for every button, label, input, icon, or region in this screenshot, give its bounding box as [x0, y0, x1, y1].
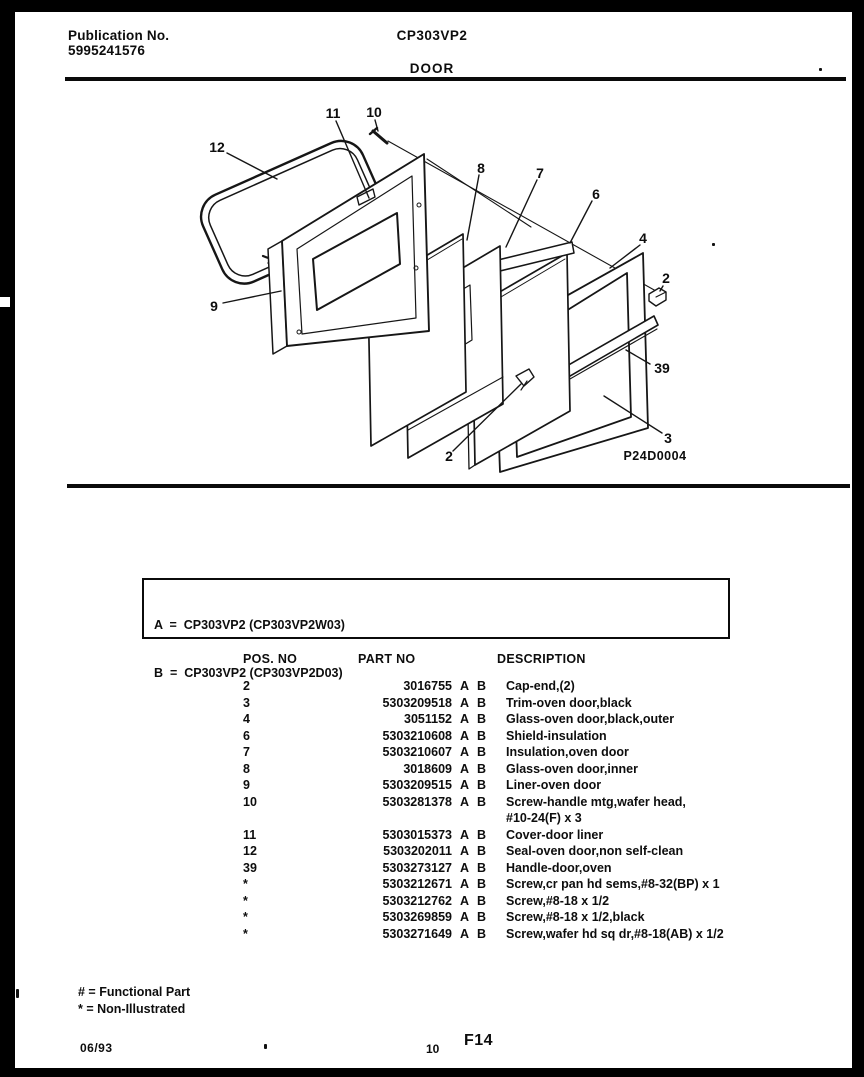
cell-model-flags: A B [460, 695, 487, 710]
cell-model-flags: A B [460, 778, 487, 792]
table-row [243, 711, 753, 728]
cell-part-no: 5303210608 [382, 728, 452, 743]
callout-11: 11 [325, 105, 341, 121]
col-header-description: DESCRIPTION [497, 652, 586, 666]
scan-border-bottom [0, 1068, 864, 1077]
callout-7: 7 [536, 165, 544, 181]
cell-model-flags: A B [460, 827, 487, 842]
cell-description: Cover-door liner [506, 827, 604, 842]
footer-page-number: 10 [426, 1042, 440, 1056]
callout-10: 10 [366, 104, 382, 120]
scan-artifact-dot [712, 243, 715, 246]
cell-part-no: 5303281378 [382, 794, 452, 809]
table-row [243, 876, 753, 893]
callout-2-right: 2 [662, 270, 670, 286]
parts-table [243, 651, 753, 942]
cell-pos-no: 3 [243, 695, 250, 710]
model-key-line-b: B = CP303VP2 (CP303VP2D03) [154, 666, 343, 680]
legend-non-illustrated: * = Non-Illustrated [78, 1001, 186, 1016]
footer-figure-ref: F14 [464, 1032, 494, 1049]
cell-pos-no: * [243, 893, 248, 908]
cell-pos-no: 10 [243, 794, 257, 809]
scan-artifact-dot [16, 989, 19, 998]
callout-39: 39 [654, 360, 670, 376]
table-row [243, 843, 753, 860]
cell-part-no: 3051152 [404, 712, 452, 726]
cell-pos-no: * [243, 877, 248, 891]
cell-description: Insulation,oven door [506, 745, 629, 759]
cell-part-no: 5303273127 [382, 860, 452, 875]
cell-description: Screw-handle mtg,wafer head, #10-24(F) x 3 [506, 794, 753, 827]
cell-model-flags: A B [460, 794, 487, 809]
cell-part-no: 5303209518 [382, 695, 452, 710]
scan-border-right [852, 0, 864, 1077]
part-door-liner [268, 154, 429, 354]
cell-description: Glass-oven door,inner [506, 761, 638, 776]
callout-9: 9 [210, 298, 218, 314]
legend-functional-part: # = Functional Part [78, 985, 191, 999]
table-row [243, 744, 753, 761]
cell-description: Trim-oven door,black [506, 695, 632, 710]
table-row [243, 794, 753, 827]
cell-description: Liner-oven door [506, 778, 602, 792]
table-row [243, 695, 753, 712]
part-cap-end-right [649, 288, 666, 306]
model-title: CP303VP2 [396, 28, 468, 43]
table-row [243, 728, 753, 745]
col-header-pos-no: POS. NO [243, 652, 298, 666]
cell-description: Glass-oven door,black,outer [506, 712, 675, 726]
cell-description: Shield-insulation [506, 728, 607, 743]
table-row [243, 827, 753, 844]
parts-table-header [243, 651, 753, 667]
col-header-part-no: PART NO [358, 652, 416, 666]
table-row [243, 860, 753, 877]
cell-description: Screw,cr pan hd sems,#8-32(BP) x 1 [506, 877, 720, 891]
mid-rule [67, 484, 850, 488]
cell-pos-no: 39 [243, 860, 257, 875]
publication-label: Publication No. [68, 28, 170, 43]
header-rule [65, 77, 846, 81]
cell-part-no: 5303271649 [382, 926, 452, 941]
scan-artifact-dot [819, 68, 822, 71]
cell-model-flags: A B [460, 712, 487, 726]
cell-pos-no: * [243, 926, 248, 941]
scan-artifact-dot [264, 1044, 267, 1049]
cell-description: Screw,#8-18 x 1/2,black [506, 910, 645, 924]
cell-model-flags: A B [460, 728, 487, 743]
cell-pos-no: 12 [243, 844, 257, 858]
cell-description: Screw,wafer hd sq dr,#8-18(AB) x 1/2 [506, 926, 724, 941]
callout-6: 6 [592, 186, 600, 202]
cell-pos-no: 4 [243, 712, 250, 726]
cell-part-no: 5303212762 [382, 893, 452, 908]
cell-pos-no: 8 [243, 761, 250, 776]
cell-model-flags: A B [460, 860, 487, 875]
callout-4: 4 [639, 230, 647, 246]
table-row [243, 909, 753, 926]
cell-part-no: 5303210607 [382, 745, 452, 759]
section-title: DOOR [409, 61, 455, 76]
cell-pos-no: 6 [243, 728, 250, 743]
legend [78, 984, 190, 1017]
cell-description: Cap-end,(2) [506, 679, 575, 693]
callout-3: 3 [664, 430, 672, 446]
figure-code: P24D0004 [623, 449, 687, 463]
table-row [243, 926, 753, 943]
cell-pos-no: 11 [243, 827, 257, 842]
scan-border-left [0, 0, 15, 1077]
table-row [243, 678, 753, 695]
cell-model-flags: A B [460, 844, 487, 858]
cell-description-line2: #10-24(F) x 3 [506, 811, 582, 825]
cell-pos-no: 9 [243, 778, 250, 792]
parts-table-rows [243, 678, 753, 942]
cell-model-flags: A B [460, 926, 487, 941]
cell-part-no: 3016755 [403, 679, 452, 693]
cell-pos-no: 2 [243, 679, 250, 693]
table-row [243, 777, 753, 794]
cell-part-no: 5303209515 [382, 778, 452, 792]
exploded-door-diagram [0, 85, 864, 487]
cell-model-flags: A B [460, 745, 487, 759]
table-row [243, 893, 753, 910]
table-row [243, 761, 753, 778]
cell-model-flags: A B [460, 761, 487, 776]
cell-description: Screw,#8-18 x 1/2 [506, 893, 610, 908]
cell-model-flags: A B [460, 893, 487, 908]
callout-2-bottom: 2 [445, 448, 453, 464]
cell-model-flags: A B [460, 877, 487, 891]
cell-description: Handle-door,oven [506, 860, 612, 875]
cell-part-no: 5303269859 [382, 910, 452, 924]
callout-12: 12 [209, 139, 225, 155]
cell-part-no: 3018609 [403, 761, 452, 776]
cell-model-flags: A B [460, 910, 487, 924]
scan-border-top [0, 0, 864, 12]
publication-number: 5995241576 [68, 43, 146, 58]
cell-pos-no: * [243, 910, 248, 924]
cell-model-flags: A B [460, 679, 487, 693]
callout-8: 8 [477, 160, 485, 176]
cell-description: Seal-oven door,non self-clean [506, 844, 684, 858]
cell-part-no: 5303202011 [383, 844, 452, 858]
cell-pos-no: 7 [243, 745, 250, 759]
cell-part-no: 5303212671 [382, 877, 452, 891]
model-key-line-a: A = CP303VP2 (CP303VP2W03) [154, 618, 345, 632]
footer-date: 06/93 [80, 1041, 113, 1055]
scan-border-notch [0, 297, 10, 307]
cell-part-no: 5303015373 [382, 827, 452, 842]
